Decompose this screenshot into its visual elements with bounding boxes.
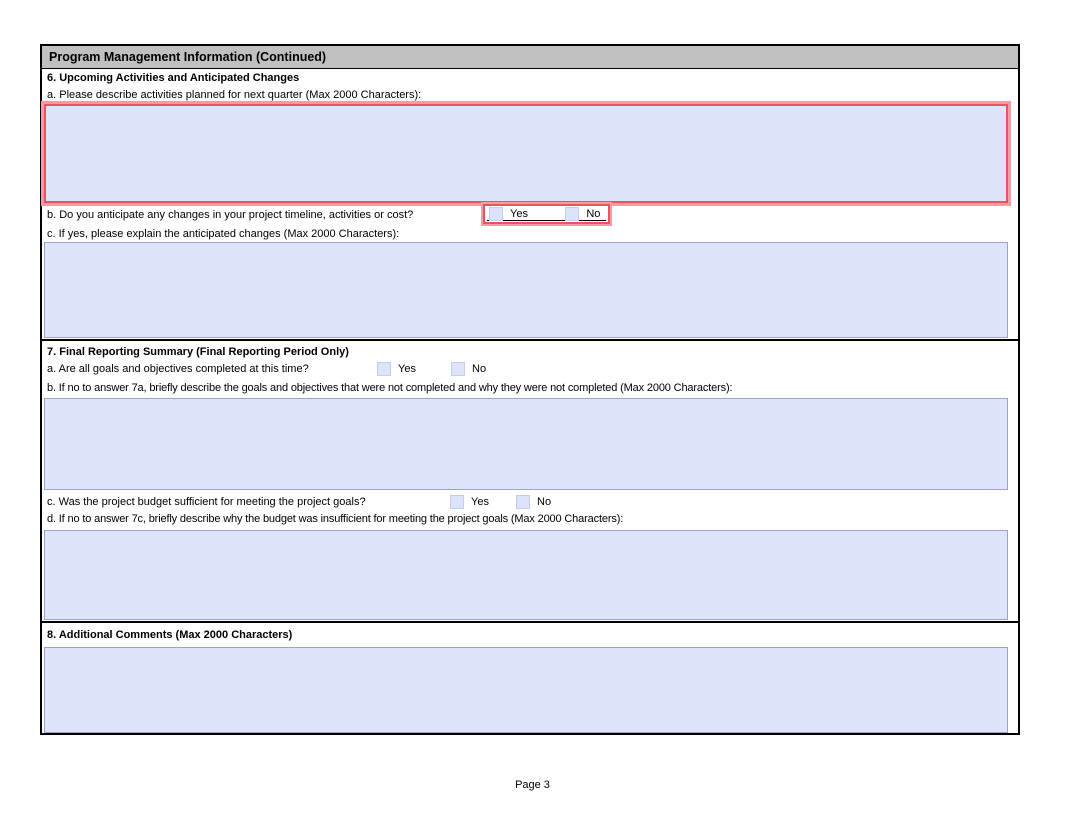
q6b-no-label: No [586,207,601,220]
q6c-label: c. If yes, please explain the anticipated changes (Max 2000 Characters): [47,228,400,240]
q6c-textarea[interactable] [44,242,1008,338]
q6b-no-checkbox[interactable] [565,207,579,221]
section7-divider [42,339,1018,341]
q7b-textarea[interactable] [44,398,1008,490]
q7c-label: c. Was the project budget sufficient for meeting the project goals? [47,496,366,508]
q7c-yes-checkbox[interactable] [450,495,464,509]
section8-divider [42,621,1018,623]
page-number: Page 3 [515,779,550,791]
q7a-row [42,361,1018,380]
q6b-label: b. Do you anticipate any changes in your project timeline, activities or cost? [47,209,414,221]
q7a-label: a. Are all goals and objectives completed at this time? [47,363,309,375]
section6-heading: 6. Upcoming Activities and Anticipated Changes [47,72,300,84]
q7a-yes-checkbox[interactable] [377,362,391,376]
section-header [42,46,1018,69]
section8-heading: 8. Additional Comments (Max 2000 Characters) [47,629,293,641]
q7c-row [42,494,1018,513]
q7c-yes-label: Yes [471,496,489,508]
q7a-no-checkbox[interactable] [451,362,465,376]
q7a-yes-label: Yes [398,363,416,375]
q7b-label: b. If no to answer 7a, briefly describe the goals and objectives that were not completed and why they were not completed (Max 2000 Characters): [47,382,733,394]
q6b-yes-checkbox[interactable] [489,207,503,221]
q7c-no-checkbox[interactable] [516,495,530,509]
section-header-title: Program Management Information (Continued) [49,50,327,64]
q6b-yes-no-group [483,204,610,224]
q6b-yes-cell [487,207,563,221]
q6b-yes-label: Yes [510,207,528,220]
q6a-textarea[interactable] [44,104,1008,203]
q6b-no-cell [563,207,606,221]
q7c-no-label: No [537,496,552,508]
q8-textarea[interactable] [44,647,1008,733]
q7d-textarea[interactable] [44,530,1008,620]
q7d-label: d. If no to answer 7c, briefly describe why the budget was insufficient for meeting the project goals (Max 2000 Characters): [47,513,624,525]
q6a-label: a. Please describe activities planned for next quarter (Max 2000 Characters): [47,89,422,101]
program-management-form [40,44,1020,735]
q7a-no-label: No [472,363,487,375]
q6b-row [42,207,1018,226]
section7-heading: 7. Final Reporting Summary (Final Reporting Period Only) [47,346,349,358]
